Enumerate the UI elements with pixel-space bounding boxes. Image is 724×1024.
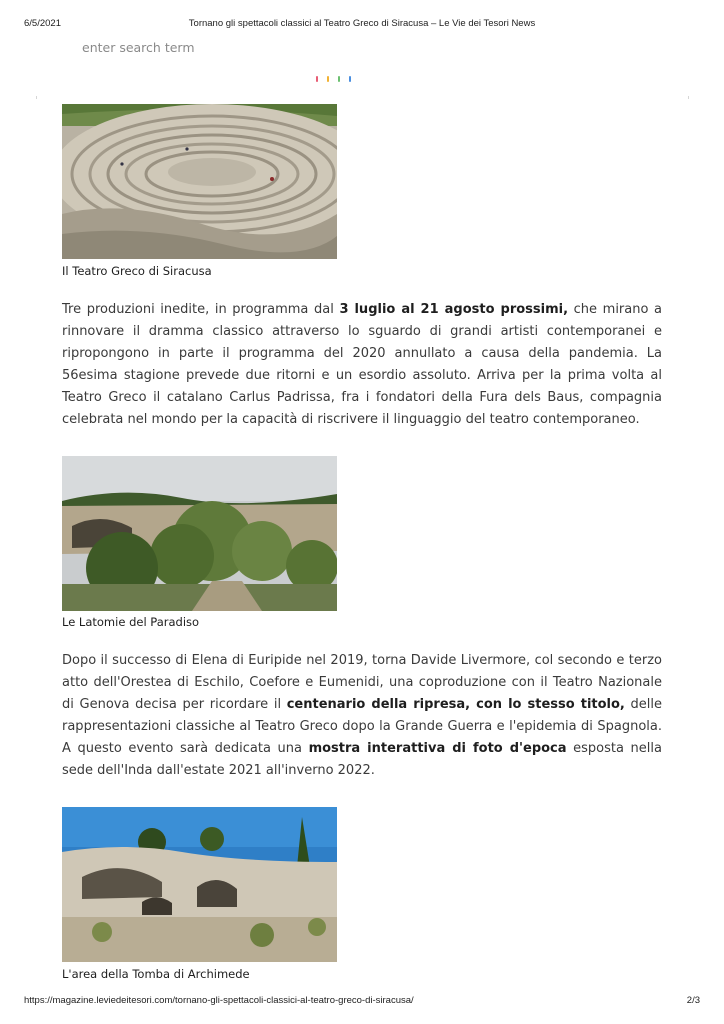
archimede-photo	[62, 807, 337, 962]
search-input[interactable]	[82, 40, 322, 55]
paragraph-highlight: centenario della ripresa, con lo stesso titolo,	[286, 697, 625, 712]
brand-dot	[316, 76, 318, 82]
print-header	[0, 0, 724, 29]
paragraph-text: Dopo il successo di Elena di Euripide nel 2019, torna Davide Livermore, col secondo e terzo atto dell'Orestea di Eschilo, Coefore e Eumenidi, una coproduzione con il Teatro Nazionale di Genova decisa per ricordare il	[62, 653, 662, 712]
print-url: https://magazine.leviedeitesori.com/tornano-gli-spettacoli-classici-al-teatro-greco-di-siracusa/	[24, 995, 414, 1006]
print-date: 6/5/2021	[24, 18, 61, 29]
figure-caption: Le Latomie del Paradiso	[62, 615, 200, 629]
divider	[688, 96, 689, 99]
brand-dot	[327, 76, 329, 82]
latomie-photo	[62, 456, 337, 611]
brand-dot	[338, 76, 340, 82]
article-paragraph	[62, 650, 662, 782]
figure-caption: L'area della Tomba di Archimede	[62, 967, 250, 981]
paragraph-text: che mirano a rinnovare il dramma classico attraverso lo sguardo di grandi artisti contemporanei e ripropongono in parte il programma del 2020 annullato a causa della pandemia. La 56esima stagione prevede due ritorni e un esordio assoluto. Arriva per la prima volta al Teatro Greco il catalano Carlus Padrissa, fra i fondatori della Fura dels Baus, compagnia celebrata nel mondo per la capacità di riscrivere il linguaggio del teatro contemporaneo.	[62, 302, 662, 427]
brand-dots	[316, 76, 351, 82]
paragraph-text: Tre produzioni inedite, in programma dal	[62, 302, 340, 317]
divider	[36, 96, 37, 99]
paragraph-highlight: mostra interattiva di foto d'epoca	[308, 741, 567, 756]
print-title: Tornano gli spettacoli classici al Teatro Greco di Siracusa – Le Vie dei Tesori News	[188, 18, 536, 29]
article-paragraph	[62, 299, 662, 431]
paragraph-highlight: 3 luglio al 21 agosto prossimi,	[339, 302, 569, 317]
brand-dot	[349, 76, 351, 82]
page-number: 2/3	[686, 995, 700, 1006]
paragraph-text: delle rappresentazioni classiche al Teatro Greco dopo la Grande Guerra e l'epidemia di Spagnola. A questo evento sarà dedicata una	[62, 697, 662, 756]
theatre-photo	[62, 104, 337, 259]
figure-caption: Il Teatro Greco di Siracusa	[62, 264, 212, 278]
paragraph-text: esposta nella sede dell'Inda dall'estate 2021 all'inverno 2022.	[62, 741, 662, 778]
